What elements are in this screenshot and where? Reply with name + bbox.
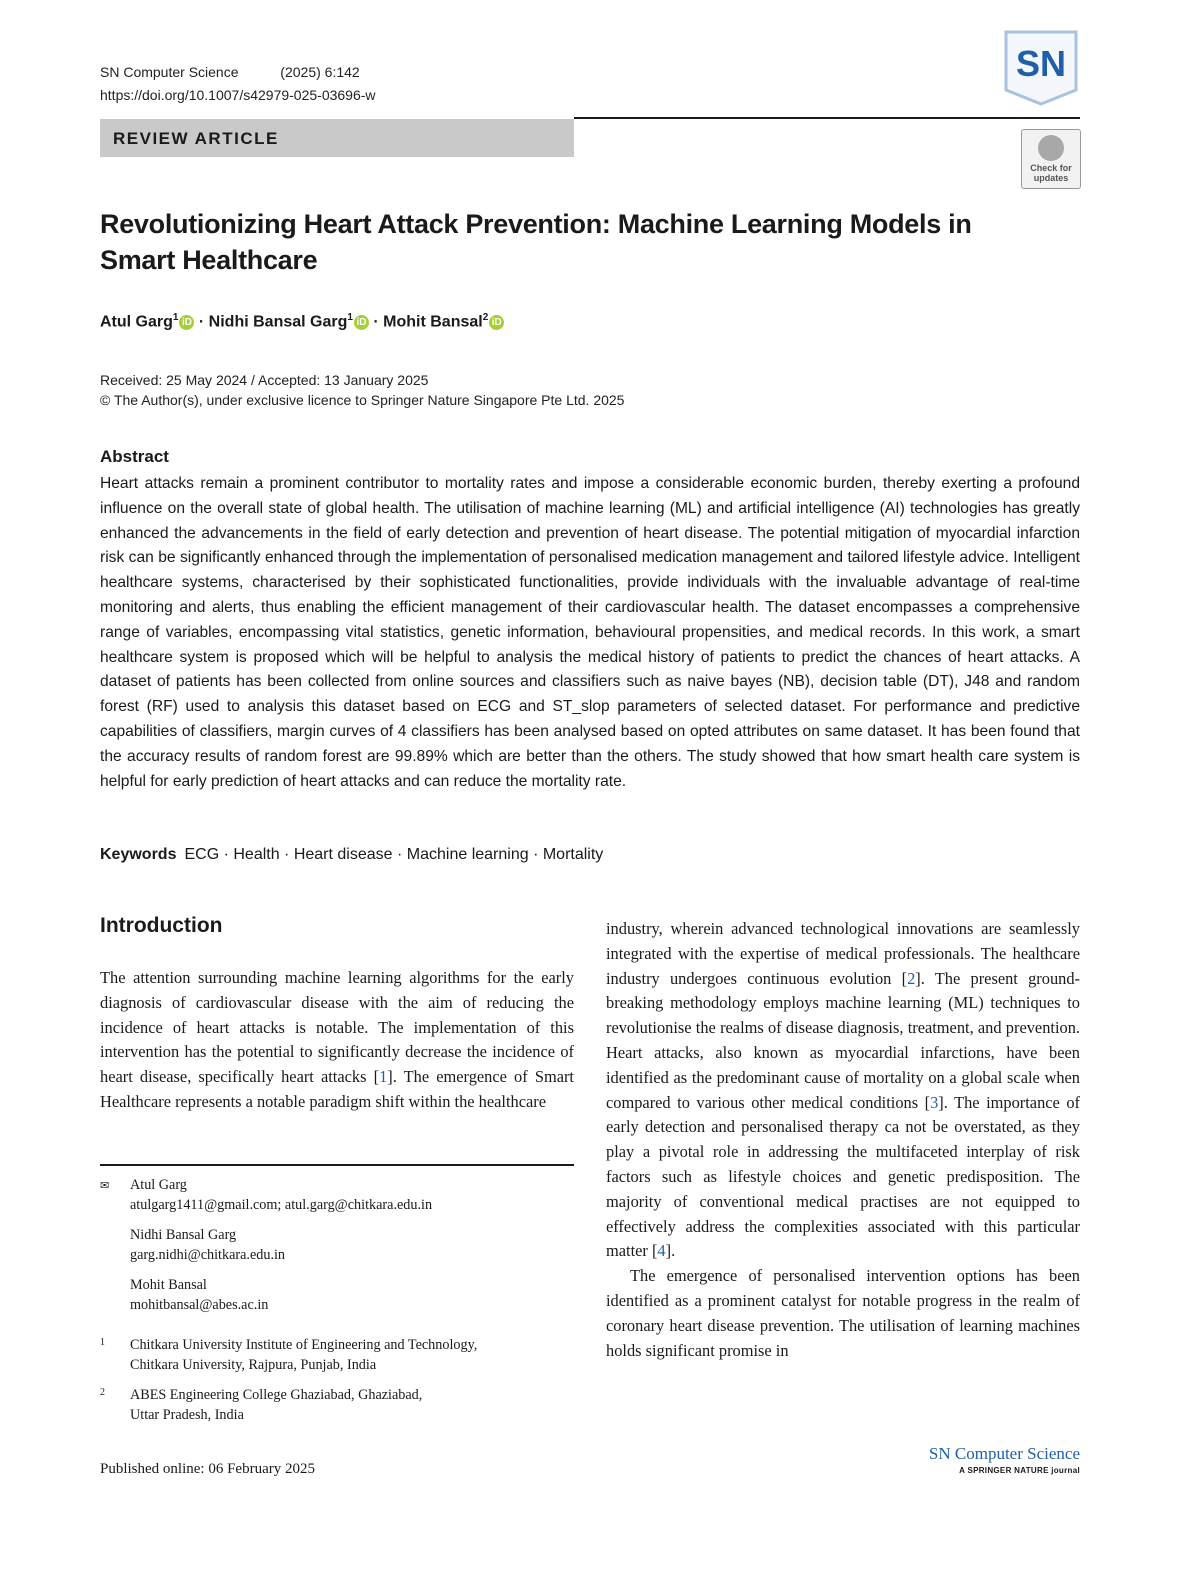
body-paragraph: The emergence of personalised intervention options has been identified as a prominent catalyst for notable progress in the realm of coronary heart disease prevention. The utilisation of learning machines holds significant promise in bbox=[606, 1266, 1080, 1360]
article-title: Revolutionizing Heart Attack Prevention: Machine Learning Models in Smart Healthcare bbox=[100, 209, 972, 275]
contact-email[interactable]: atulgarg1411@gmail.com; atul.garg@chitkara.edu.in bbox=[130, 1197, 433, 1213]
journal-name: SN Computer Science bbox=[100, 64, 239, 80]
contact-name: Nidhi Bansal Garg bbox=[130, 1227, 237, 1243]
section-heading-introduction: Introduction bbox=[100, 914, 223, 937]
footer-journal bbox=[929, 1444, 1080, 1475]
body-column-left bbox=[100, 966, 574, 1115]
citation-link[interactable]: 3 bbox=[930, 1092, 939, 1112]
body-text: The attention surrounding machine learning algorithms for the early diagnosis of cardiovascular disease with the aim of reducing the incidence of heart attacks is notable. The implementation of this intervention has the potential to significantly decrease the incidence of heart disease, specifically heart attacks [ bbox=[100, 968, 574, 1087]
author-aff: 1 bbox=[172, 312, 179, 323]
contact-item bbox=[130, 1175, 432, 1215]
logo-text: SN bbox=[1015, 43, 1067, 84]
contact-email[interactable]: garg.nidhi@chitkara.edu.in bbox=[130, 1247, 286, 1263]
contact-name: Mohit Bansal bbox=[130, 1277, 207, 1293]
contact-email[interactable]: mohitbansal@abes.ac.in bbox=[130, 1297, 269, 1313]
author-separator: · bbox=[368, 313, 384, 331]
body-text: ]. The emergence of Smart Healthcare represents a notable paradigm shift within the healthcare bbox=[100, 1067, 574, 1111]
author-name[interactable]: Mohit Bansal bbox=[383, 313, 483, 331]
affiliation bbox=[130, 1385, 422, 1425]
orcid-icon[interactable]: iD bbox=[354, 315, 369, 330]
affiliation-number: 1 bbox=[100, 1337, 105, 1348]
footnote-rule bbox=[100, 1164, 574, 1166]
journal-header bbox=[100, 64, 360, 80]
contact-item bbox=[130, 1225, 285, 1265]
affiliation-line: Uttar Pradesh, India bbox=[130, 1407, 244, 1423]
affiliation-line: Chitkara University Institute of Engineering and Technology, bbox=[130, 1337, 478, 1353]
doi-link[interactable]: https://doi.org/10.1007/s42979-025-03696-w bbox=[100, 87, 376, 103]
body-text: ]. The importance of early detection and personalised therapy ca not be overstated, as they play a pivotal role in addressing the multifaceted interplay of risk factors such as lifestyle choices and genetic predisposition. The majority of conventional medical practises are not equipped to effectively address the complexities associated with this particular matter [ bbox=[606, 1092, 1080, 1261]
citation-link[interactable]: 4 bbox=[657, 1241, 666, 1261]
citation-link[interactable]: 1 bbox=[379, 1067, 388, 1087]
article-type-bar bbox=[100, 119, 574, 157]
affiliation-line: Chitkara University, Rajpura, Punjab, India bbox=[130, 1357, 377, 1373]
author-name[interactable]: Nidhi Bansal Garg bbox=[208, 313, 348, 331]
check-updates-button[interactable] bbox=[1021, 129, 1081, 189]
orcid-icon[interactable]: iD bbox=[489, 315, 504, 330]
affiliation-number: 2 bbox=[100, 1387, 105, 1398]
sn-logo-icon bbox=[1004, 30, 1078, 106]
affiliation-line: ABES Engineering College Ghaziabad, Ghaziabad, bbox=[130, 1387, 423, 1403]
received-dates: Received: 25 May 2024 / Accepted: 13 January 2025 bbox=[100, 372, 429, 388]
keywords-label: Keywords bbox=[100, 846, 177, 863]
contact-name: Atul Garg bbox=[130, 1177, 187, 1193]
check-updates-icon bbox=[1038, 135, 1064, 161]
check-updates-label: Check for updates bbox=[1030, 163, 1072, 183]
article-type: REVIEW ARTICLE bbox=[113, 129, 279, 148]
citation-link[interactable]: 2 bbox=[907, 968, 916, 988]
citation: (2025) 6:142 bbox=[280, 64, 360, 80]
body-text: ]. bbox=[665, 1241, 676, 1261]
abstract-heading: Abstract bbox=[100, 447, 169, 466]
abstract-text: Heart attacks remain a prominent contributor to mortality rates and impose a considerable economic burden, thereby exerting a profound influence on the overall state of global health. The utilisation of machine learning (ML) and artificial intelligence (AI) technologies has greatly enhanced the advancements in the field of early detection and prevention of heart disease. The potential mitigation of myocardial infarction risk can be significantly enhanced through the implementation of personalised medication management and tailored lifestyle advice. Intelligent healthcare systems, characterised by their sophisticated functionalities, provide individuals with the invaluable advantage of real-time monitoring and alerts, thus enabling the efficient management of their cardiovascular health. The dataset encompasses a comprehensive range of variables, encompassing vital statistics, genetic information, behavioural propensities, and medical records. In this work, a smart healthcare system is proposed which will be helpful to analysis the medical history of patients to predict the chances of heart attacks. A dataset of patients has been collected from online sources and classifiers such as naive bayes (NB), decision table (DT), J48 and random forest (RF) used to analysis this dataset based on ECG and ST_slop parameters of selected dataset. For performance and predictive capabilities of classifiers, margin curves of 4 classifiers has been analysed based on opted attributes on same dataset. It has been found that the accuracy results of random forest are 99.89% which are better than the others. The study showed that how smart health care system is helpful for early prediction of heart attacks and can reduce the mortality rate. bbox=[100, 475, 1080, 790]
envelope-icon: ✉ bbox=[100, 1180, 110, 1192]
author-list bbox=[100, 312, 504, 331]
published-date: Published online: 06 February 2025 bbox=[100, 1461, 315, 1477]
footer-publisher: A SPRINGER NATURE journal bbox=[959, 1466, 1080, 1475]
author-name[interactable]: Atul Garg bbox=[100, 313, 173, 331]
footer-journal-name: SN Computer Science bbox=[928, 1444, 1080, 1463]
copyright: © The Author(s), under exclusive licence to Springer Nature Singapore Pte Ltd. 2025 bbox=[100, 392, 625, 408]
affiliation bbox=[130, 1335, 477, 1375]
keywords-list: ECG · Health · Heart disease · Machine learning · Mortality bbox=[184, 846, 604, 863]
author-aff: 1 bbox=[347, 312, 353, 323]
contact-item bbox=[130, 1275, 268, 1315]
author-aff: 2 bbox=[482, 312, 489, 323]
keywords bbox=[100, 846, 603, 864]
header-rule bbox=[574, 117, 1080, 119]
orcid-icon[interactable]: iD bbox=[179, 315, 194, 330]
body-column-right bbox=[606, 917, 1080, 1363]
body-text: industry, wherein advanced technological innovations are seamlessly integrated with the expertise of medical professionals. The healthcare industry undergoes continuous evolution [ bbox=[606, 919, 1080, 988]
author-separator: · bbox=[194, 313, 209, 331]
body-text: ]. The present ground-breaking methodology employs machine learning (ML) techniques to revolutionise the realms of disease diagnosis, treatment, and prevention. Heart attacks, also known as myocardial infarctions, have been identified as the predominant cause of mortality on a global scale when compared to various other medical conditions [ bbox=[606, 968, 1080, 1112]
